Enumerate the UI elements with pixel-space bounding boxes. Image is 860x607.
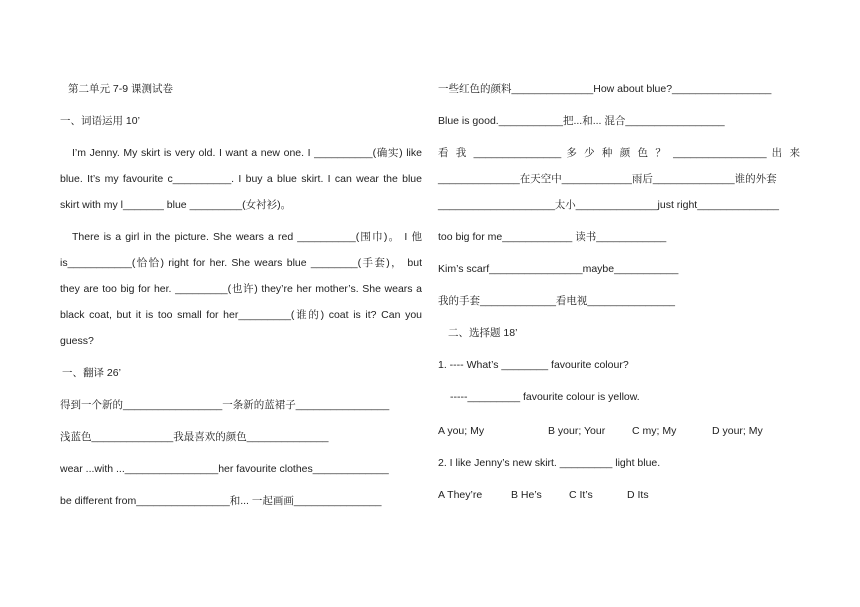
translation-item-3: wear ...with ...________________her favourite clothes_____________ [60,463,389,475]
question-1-option-d: D your; My [712,425,763,437]
paragraph1-line1: I’m Jenny. My skirt is very old. I want a new one. I __________(确实) like [72,147,422,159]
question-2-option-d: D Its [627,489,649,501]
exam-title: 第二单元 7-9 课测试卷 [68,83,174,95]
translation-item-8: ______________在天空中____________雨后______________谁的外套 [438,173,777,185]
translation-item-4: be different from________________和... 一起画画_______________ [60,495,382,507]
question-2-option-a: A They’re [438,489,483,501]
question-2-option-c: C It’s [569,489,593,501]
translation-item-12: 我的手套_____________看电视_______________ [438,295,676,307]
paragraph1-line2: blue. It’s my favourite c__________. I buy a blue skirt. I can wear the blue [60,173,422,185]
paragraph2-line5: guess? [60,335,94,347]
translation-item-9: ____________________太小______________just right______________ [438,199,779,211]
question-1-option-a: A you; My [438,425,485,437]
paragraph2-line3: they are too big for her. _________(也许) they’re her mother’s. She wears a [60,283,422,295]
translation-item-2: 浅蓝色______________我最喜欢的颜色______________ [60,431,329,443]
section-choice-heading: 二、选择题 18’ [448,327,518,339]
question-1-answer-line: -----_________ favourite colour is yellow. [450,391,640,403]
translation-item-10: too big for me____________ 读书____________ [438,231,667,243]
question-1-option-b: B your; Your [548,425,606,437]
section-translation-heading: 一、翻译 26’ [62,367,121,379]
question-2: 2. I like Jenny’s new skirt. _________ light blue. [438,457,661,469]
translation-item-6: Blue is good.___________把...和... 混合_________________ [438,115,725,127]
translation-item-11: Kim’s scarf________________maybe___________ [438,263,679,275]
paragraph2-line1: There is a girl in the picture. She wears a red __________(围巾)。 I 他 [72,231,422,243]
translation-item-5: 一些红色的颜料______________How about blue?_________________ [438,83,772,95]
paragraph2-line2: is___________(恰恰) right for her. She wears blue ________(手套)， but [60,257,422,269]
question-1-option-c: C my; My [632,425,677,437]
paragraph2-line4: black coat, but it is too small for her_________(谁的) coat is it? Can you [60,309,422,321]
translation-item-1: 得到一个新的_________________一条新的蓝裙子________________ [60,399,390,411]
section-word-usage-heading: 一、词语运用 10’ [60,115,140,127]
translation-item-7: 看 我 _______________ 多 少 种 颜 色 ？ ________________ 出 来 [438,147,800,159]
paragraph1-line3: skirt with my l_______ blue _________(女衬衫)。 [60,199,292,211]
question-2-option-b: B He’s [511,489,542,501]
question-1: 1. ---- What’s ________ favourite colour? [438,359,629,371]
